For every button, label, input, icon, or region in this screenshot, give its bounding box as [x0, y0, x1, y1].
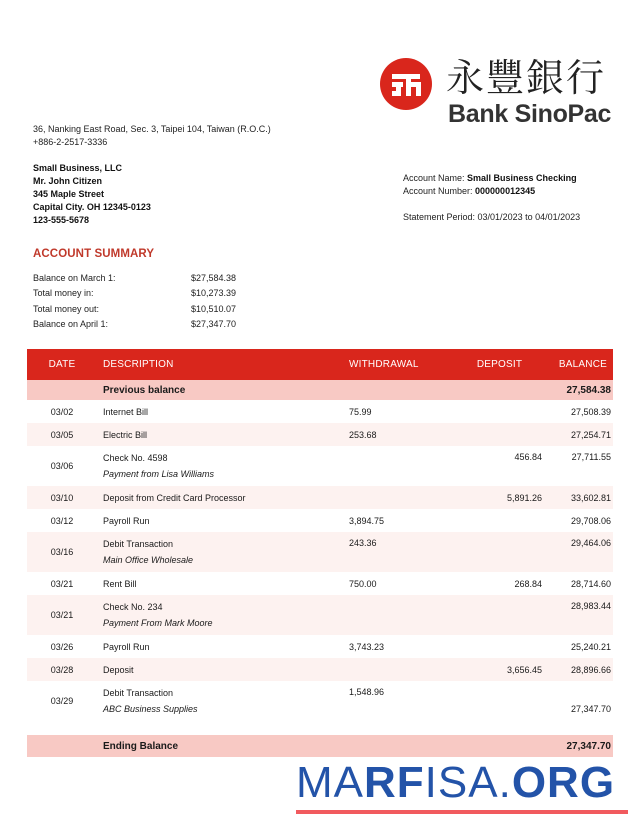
- row-deposit: 3,656.45: [506, 664, 542, 675]
- header-date: DATE: [48, 359, 76, 370]
- row-date: 03/02: [50, 406, 74, 417]
- account-summary-title: ACCOUNT SUMMARY: [33, 248, 155, 260]
- bank-address: 36, Nanking East Road, Sec. 3, Taipei 104, Taiwan (R.O.C.): [33, 124, 271, 134]
- row-balance: 27,508.39: [570, 406, 611, 417]
- row-withdrawal: [343, 446, 453, 486]
- row-balance: 27,254.71: [570, 429, 611, 440]
- row-description: Debit Transaction: [103, 688, 174, 698]
- account-number-label: Account Number:: [403, 186, 476, 196]
- header-description: DESCRIPTION: [103, 359, 174, 370]
- table-row: [27, 486, 613, 509]
- account-name: [403, 172, 580, 185]
- row-deposit: [453, 595, 546, 635]
- bank-name-cjk: 永豐銀行: [446, 56, 607, 100]
- row-deposit: 456.84: [514, 452, 542, 462]
- summary-value: $27,584.38: [191, 273, 237, 283]
- previous-balance-value: 27,584.38: [566, 384, 611, 396]
- row-withdrawal: [343, 486, 453, 509]
- row-deposit: [453, 532, 546, 572]
- header-withdrawal: WITHDRAWAL: [349, 359, 419, 370]
- row-date: 03/12: [50, 515, 74, 526]
- row-deposit: 268.84: [514, 578, 542, 589]
- row-balance: 28,896.66: [570, 664, 611, 675]
- row-balance: 29,464.06: [570, 538, 611, 548]
- row-description-cell: [97, 532, 343, 572]
- customer-address-block: [33, 162, 151, 227]
- row-memo: Payment From Mark Moore: [103, 618, 213, 628]
- table-row: [27, 423, 613, 446]
- row-date: 03/06: [50, 461, 74, 471]
- row-description: Check No. 234: [103, 602, 163, 612]
- summary-value: $10,510.07: [191, 303, 237, 314]
- bank-name-en: Bank SinoPac: [448, 100, 612, 128]
- customer-street: 345 Maple Street: [33, 189, 105, 199]
- row-description: Payroll Run: [103, 641, 150, 652]
- table-row: [27, 681, 613, 721]
- account-number: [403, 185, 580, 198]
- row-date: 03/21: [50, 610, 74, 620]
- ending-balance-value: 27,347.70: [566, 740, 611, 752]
- header-deposit: DEPOSIT: [476, 359, 523, 370]
- row-withdrawal: 1,548.96: [349, 687, 385, 697]
- table-row: [27, 572, 613, 595]
- row-memo: Main Office Wholesale: [103, 555, 194, 565]
- row-balance: 28,983.44: [570, 601, 611, 611]
- table-row: [27, 658, 613, 681]
- previous-balance-label: Previous balance: [103, 384, 186, 396]
- row-deposit: 5,891.26: [506, 492, 542, 503]
- row-date: 03/05: [50, 429, 74, 440]
- summary-label: Total money out:: [33, 303, 100, 314]
- row-deposit: [453, 423, 546, 446]
- summary-row: [33, 304, 236, 319]
- customer-company: Small Business, LLC: [33, 163, 123, 173]
- table-row: [27, 532, 613, 572]
- watermark-underline: [296, 810, 628, 814]
- table-row: [27, 509, 613, 532]
- table-row: [27, 446, 613, 486]
- row-withdrawal: 243.36: [349, 538, 377, 548]
- row-deposit: [453, 681, 546, 721]
- row-description: Check No. 4598: [103, 453, 168, 463]
- row-description: Deposit from Credit Card Processor: [103, 492, 246, 503]
- row-date: 03/26: [50, 641, 74, 652]
- previous-balance-row: [27, 380, 613, 400]
- row-balance: 33,602.81: [570, 492, 611, 503]
- row-description: Internet Bill: [103, 406, 149, 417]
- row-description: Deposit: [103, 664, 134, 675]
- summary-label: Balance on March 1:: [33, 273, 116, 283]
- row-withdrawal: [343, 595, 453, 635]
- row-deposit: [453, 509, 546, 532]
- row-balance: 25,240.21: [570, 641, 611, 652]
- row-withdrawal: 750.00: [349, 578, 377, 589]
- summary-label: Total money in:: [33, 288, 94, 299]
- summary-value: $27,347.70: [191, 318, 237, 329]
- row-balance: 28,714.60: [570, 578, 611, 589]
- row-balance: 27,711.55: [571, 452, 611, 462]
- transactions-table: [27, 349, 613, 757]
- bank-logo: [380, 56, 616, 128]
- summary-row: [33, 319, 236, 334]
- table-row: [27, 595, 613, 635]
- watermark-text: MARFISA.ORG: [296, 758, 616, 807]
- row-date: 03/28: [50, 664, 74, 675]
- row-description: Electric Bill: [103, 429, 148, 440]
- row-description: Payroll Run: [103, 515, 150, 526]
- customer-name: Mr. John Citizen: [33, 176, 103, 186]
- summary-row: [33, 273, 236, 288]
- account-name-value: Small Business Checking: [467, 173, 577, 183]
- summary-row: [33, 288, 236, 303]
- row-description: Debit Transaction: [103, 539, 174, 549]
- ending-balance-label: Ending Balance: [103, 740, 179, 752]
- row-withdrawal: 3,743.23: [349, 641, 385, 652]
- row-date: 03/10: [50, 492, 74, 503]
- table-header: [27, 349, 613, 380]
- account-name-label: Account Name:: [403, 173, 468, 183]
- row-memo: Payment from Lisa Williams: [103, 469, 214, 479]
- row-withdrawal: 3,894.75: [349, 515, 385, 526]
- row-balance: 29,708.06: [570, 515, 611, 526]
- row-deposit: [453, 635, 546, 658]
- account-info: [403, 172, 580, 224]
- row-date: 03/21: [50, 578, 74, 589]
- row-date: 03/29: [50, 696, 74, 706]
- row-description: Rent Bill: [103, 578, 137, 589]
- table-row: [27, 635, 613, 658]
- bank-phone: +886-2-2517-3336: [33, 137, 108, 147]
- row-description-cell: [97, 595, 343, 635]
- table-row: [27, 400, 613, 423]
- row-description-cell: [97, 681, 343, 721]
- row-withdrawal: 75.99: [349, 406, 372, 417]
- row-balance: 27,347.70: [570, 704, 611, 714]
- row-memo: ABC Business Supplies: [103, 704, 198, 714]
- row-withdrawal: [343, 658, 453, 681]
- customer-city: Capital City. OH 12345-0123: [33, 202, 151, 212]
- sinopac-logo-icon: [380, 58, 432, 110]
- account-number-value: 000000012345: [475, 186, 536, 196]
- row-date: 03/16: [50, 547, 74, 557]
- marfisa-watermark: [296, 760, 632, 816]
- summary-label: Balance on April 1:: [33, 318, 109, 329]
- row-deposit: [453, 400, 546, 423]
- ending-balance-row: [27, 735, 613, 757]
- header-balance: BALANCE: [558, 359, 607, 370]
- bank-address-block: [33, 123, 271, 149]
- customer-phone: 123-555-5678: [33, 215, 90, 225]
- account-summary: [33, 273, 236, 334]
- summary-value: $10,273.39: [191, 288, 237, 299]
- row-withdrawal: 253.68: [349, 429, 377, 440]
- row-description-cell: [97, 446, 343, 486]
- statement-period: Statement Period: 03/01/2023 to 04/01/2023: [403, 212, 581, 222]
